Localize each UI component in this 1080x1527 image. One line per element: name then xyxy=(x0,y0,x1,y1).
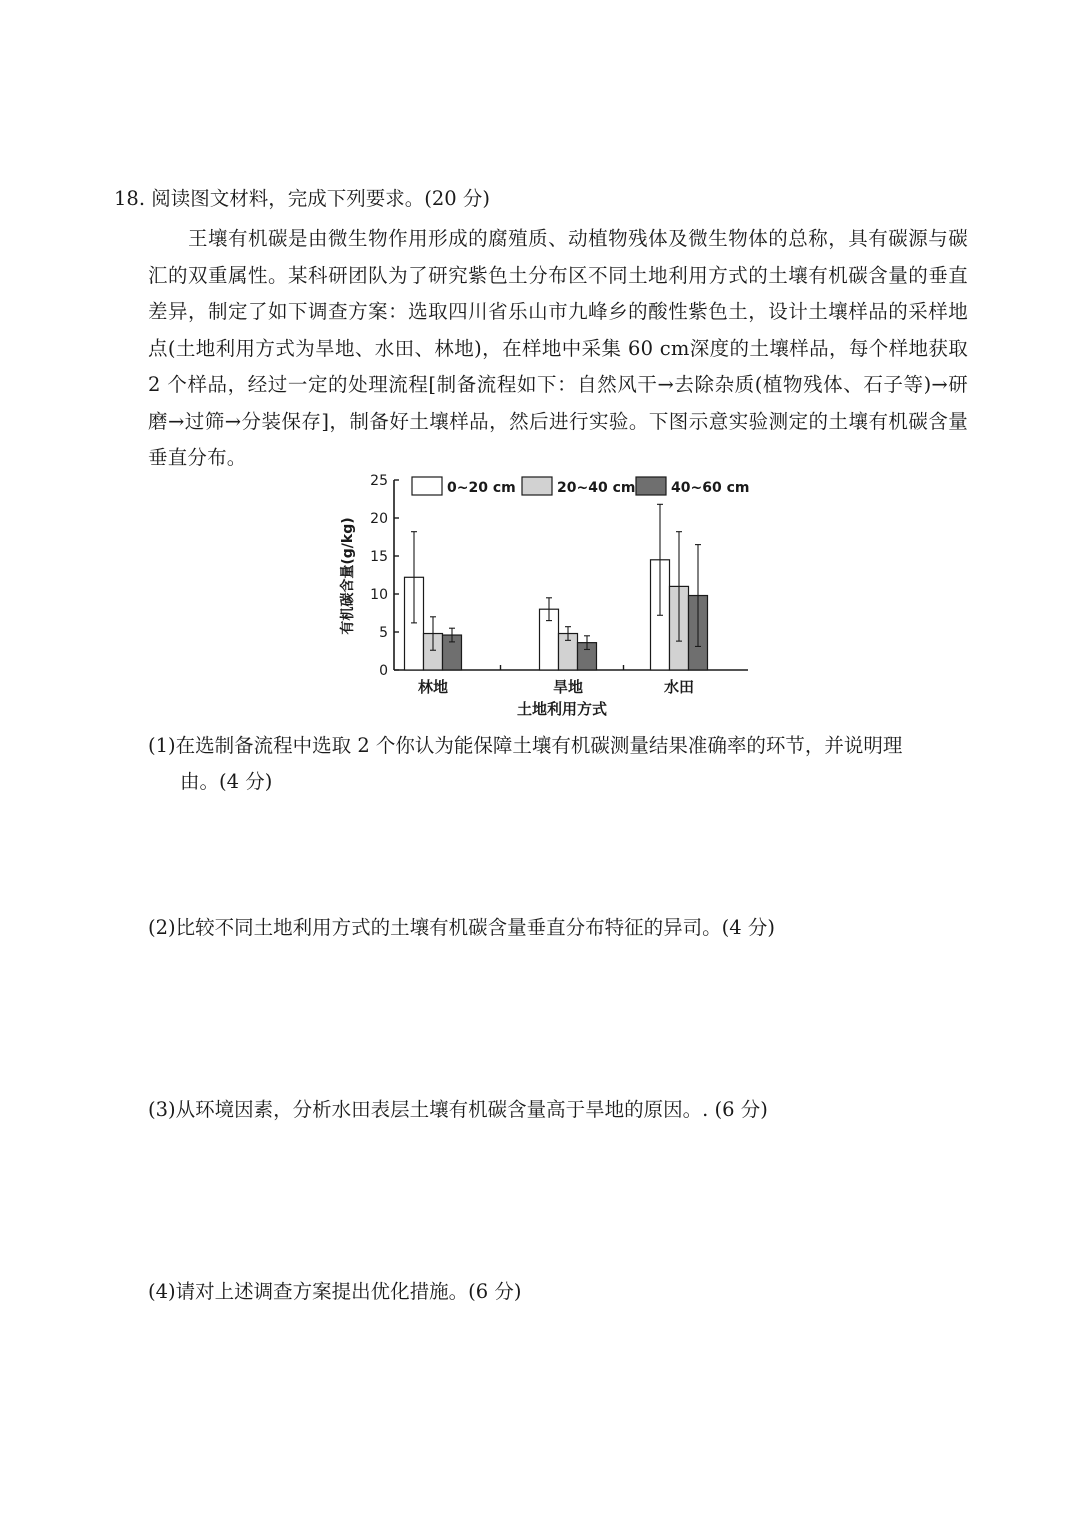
sub-question-2-text: (2)比较不同土地利用方式的土壤有机碳含量垂直分布特征的异司。(4 分) xyxy=(148,916,775,939)
y-tick-label-10: 10 xyxy=(370,587,388,603)
legend-swatch-40~60 cm xyxy=(636,477,666,495)
legend-swatch-0~20 cm xyxy=(412,477,442,495)
organic-carbon-chart xyxy=(330,465,760,725)
y-tick-label-5: 5 xyxy=(379,625,388,641)
sub-question-2 xyxy=(148,910,970,946)
sub-question-3-text: (3)从环境因素，分析水田表层土壤有机碳含量高于旱地的原因。. (6 分) xyxy=(148,1098,768,1121)
sub-question-4-text: (4)请对上述调查方案提出优化措施。(6 分) xyxy=(148,1280,522,1303)
x-axis-label: 土地利用方式 xyxy=(516,700,608,718)
sub-question-1-line2: 由。(4 分) xyxy=(180,770,273,793)
sub-question-1 xyxy=(148,728,970,800)
question-title: 18. 阅读图文材料，完成下列要求。(20 分) xyxy=(114,187,490,210)
legend-label-40~60 cm: 40~60 cm xyxy=(671,480,750,496)
sub-question-4 xyxy=(148,1274,970,1310)
legend-label-0~20 cm: 0~20 cm xyxy=(447,480,516,496)
sub-question-3 xyxy=(148,1092,970,1128)
y-axis-label: 有机碳含量(g/kg) xyxy=(340,517,356,635)
legend-swatch-20~40 cm xyxy=(522,477,552,495)
question-intro: 王壤有机碳是由微生物作用形成的腐殖质、动植物残体及微生物体的总称，具有碳源与碳汇的双重属性。某科研团队为了研究紫色土分布区不同土地利用方式的土壤有机碳含量的垂直差异，制定了如下调查方案：选取四川省乐山市九峰乡的酸性紫色土，设计土壤样品的采样地点(土地利用方式为旱地、水田、林地)，在样地中采集 60 cm深度的土壤样品，每个样地获取 2 个样品，经过一定的处理流程[制备流程如下：自然风干→去除杂质(植物残体、石子等)→研磨→过筛→分装保存]，制备好土壤样品，然后进行实验。下图示意实验测定的土壤有机碳含量垂直分布。 xyxy=(148,227,968,469)
y-tick-label-20: 20 xyxy=(370,511,388,527)
y-tick-label-15: 15 xyxy=(370,549,388,565)
y-tick-label-25: 25 xyxy=(370,473,388,489)
chart-svg xyxy=(330,465,760,725)
x-tick-label-旱地: 旱地 xyxy=(552,678,584,696)
sub-question-1-line1: (1)在选制备流程中选取 2 个你认为能保障土壤有机碳测量结果准确率的环节，并说明理 xyxy=(148,734,903,757)
x-tick-label-林地: 林地 xyxy=(417,678,449,696)
legend-label-20~40 cm: 20~40 cm xyxy=(557,480,636,496)
y-tick-label-0: 0 xyxy=(379,663,388,679)
x-tick-label-水田: 水田 xyxy=(663,678,695,696)
